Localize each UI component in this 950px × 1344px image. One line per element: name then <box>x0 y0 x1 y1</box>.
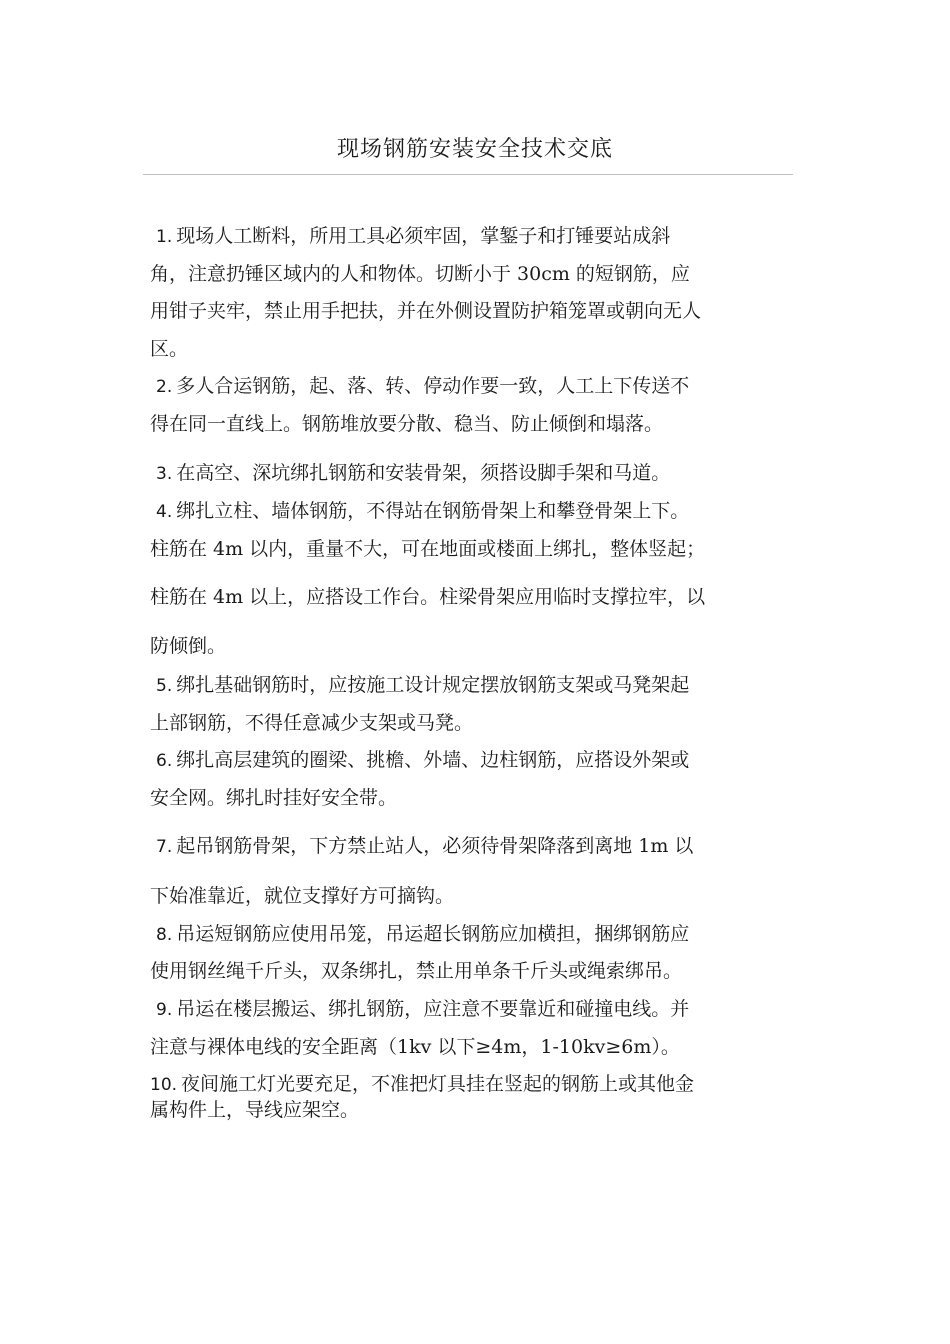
item-number: 2. <box>156 377 173 397</box>
item-1-line-4: 区。 <box>150 338 189 360</box>
item-4-line-2: 柱筋在 4m 以内，重量不大，可在地面或楼面上绑扎，整体竖起； <box>150 538 706 560</box>
item-5-line-1: 5. 绑扎基础钢筋时，应按施工设计规定摆放钢筋支架或马凳架起 <box>156 674 690 696</box>
item-4-line-4: 防倾倒。 <box>150 635 227 657</box>
item-number: 4. <box>156 502 173 522</box>
item-2-line-1: 2. 多人合运钢筋，起、落、转、停动作要一致，人工上下传送不 <box>156 375 690 397</box>
item-4-line-1: 4. 绑扎立柱、墙体钢筋，不得站在钢筋骨架上和攀登骨架上下。 <box>156 500 690 522</box>
item-1-line-3: 用钳子夹牢，禁止用手把扶，并在外侧设置防护箱笼罩或朝向无人 <box>150 300 702 322</box>
item-number: 1. <box>156 227 173 247</box>
item-9-line-2: 注意与裸体电线的安全距离（1kv 以下≥4m，1-10kv≥6m）。 <box>150 1036 680 1058</box>
title-divider <box>143 174 793 175</box>
item-5-line-2: 上部钢筋，不得任意减少支架或马凳。 <box>150 712 474 734</box>
item-10-line-2: 属构件上，导线应架空。 <box>150 1099 360 1121</box>
item-number: 10. <box>150 1075 178 1095</box>
item-1-line-1: 1. 现场人工断料，所用工具必须牢固，掌錾子和打锤要站成斜 <box>156 225 671 247</box>
item-number: 3. <box>156 464 173 484</box>
item-7-line-2: 下始准靠近，就位支撑好方可摘钩。 <box>150 885 455 907</box>
document-title: 现场钢筋安装安全技术交底 <box>336 137 613 162</box>
item-number: 8. <box>156 925 173 945</box>
item-3-line-1: 3. 在高空、深坑绑扎钢筋和安装骨架，须搭设脚手架和马道。 <box>156 462 671 484</box>
item-10-line-1: 10. 夜间施工灯光要充足，不准把灯具挂在竖起的钢筋上或其他金 <box>150 1073 695 1095</box>
item-4-line-3: 柱筋在 4m 以上，应搭设工作台。柱梁骨架应用临时支撑拉牢，以 <box>150 586 706 608</box>
item-7-line-1: 7. 起吊钢筋骨架，下方禁止站人，必须待骨架降落到离地 1m 以 <box>156 835 694 857</box>
item-number: 5. <box>156 676 173 696</box>
item-6-line-1: 6. 绑扎高层建筑的圈梁、挑檐、外墙、边柱钢筋，应搭设外架或 <box>156 749 690 771</box>
item-2-line-2: 得在同一直线上。钢筋堆放要分散、稳当、防止倾倒和塌落。 <box>150 413 664 435</box>
item-1-line-2: 角，注意扔锤区域内的人和物体。切断小于 30cm 的短钢筋，应 <box>150 263 690 285</box>
item-8-line-1: 8. 吊运短钢筋应使用吊笼，吊运超长钢筋应加横担，捆绑钢筋应 <box>156 923 690 945</box>
item-number: 9. <box>156 1000 173 1020</box>
item-9-line-1: 9. 吊运在楼层搬运、绑扎钢筋，应注意不要靠近和碰撞电线。并 <box>156 998 690 1020</box>
item-number: 6. <box>156 751 173 771</box>
item-number: 7. <box>156 837 173 857</box>
item-8-line-2: 使用钢丝绳千斤头，双条绑扎，禁止用单条千斤头或绳索绑吊。 <box>150 960 683 982</box>
item-6-line-2: 安全网。绑扎时挂好安全带。 <box>150 787 398 809</box>
